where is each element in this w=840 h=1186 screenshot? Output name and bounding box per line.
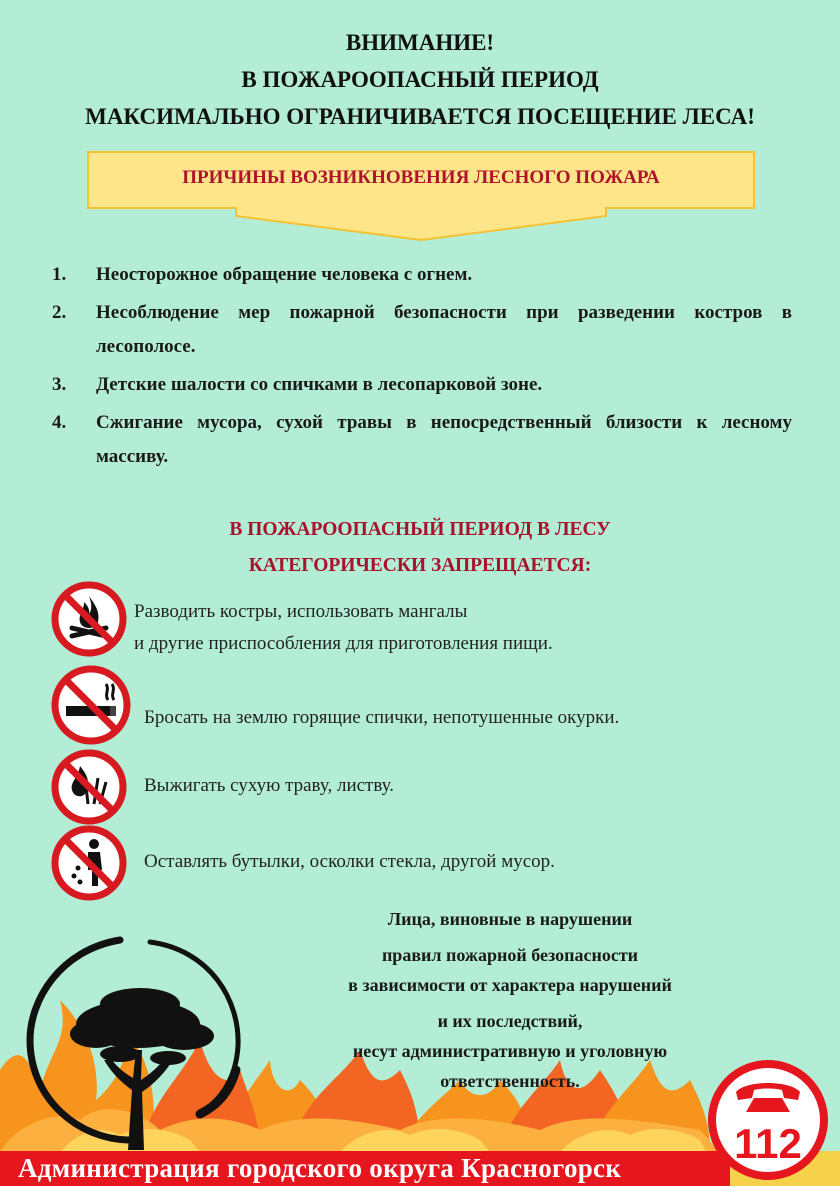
banner-title: ПРИЧИНЫ ВОЗНИКНОВЕНИЯ ЛЕСНОГО ПОЖАРА [182, 167, 660, 188]
list-number: 2. [52, 302, 67, 323]
penalty-line4: и их последствий, [437, 1011, 583, 1031]
penalty-line2: правил пожарной безопасности [381, 945, 639, 965]
emergency-number: 112 [734, 1120, 802, 1167]
list-text: Детские шалости со спичками в лесопарковой зоне. [96, 374, 543, 395]
penalty-line5: несут административную и уголовную [352, 1041, 668, 1061]
prohibition-text-line1: Разводить костры, использовать мангалы [134, 601, 468, 622]
list-text: Неосторожное обращение человека с огнем. [96, 264, 473, 285]
list-number: 4. [52, 412, 67, 433]
penalty-line1: Лица, виновные в нарушении [387, 909, 633, 929]
list-text: Сжигание мусора, сухой травы в непосредственный близости к лесному массиву. [96, 412, 792, 467]
prohibition-text: Выжигать сухую траву, листву. [144, 775, 395, 796]
prohibition-text: Оставлять бутылки, осколки стекла, другой мусор. [144, 851, 555, 872]
prohibition-text-line2: и другие приспособления для приготовления пищи. [134, 633, 553, 654]
list-number: 1. [52, 264, 67, 285]
emergency-112-badge [706, 1058, 830, 1182]
prohibition-title-line2: КАТЕГОРИЧЕСКИ ЗАПРЕЩАЕТСЯ: [248, 555, 592, 576]
prohibition-text: Бросать на землю горящие спички, непотушенные окурки. [144, 707, 620, 728]
header-attention: ВНИМАНИЕ! [345, 30, 495, 55]
header-restriction: МАКСИМАЛЬНО ОГРАНИЧИВАЕТСЯ ПОСЕЩЕНИЕ ЛЕСА! [85, 104, 755, 129]
prohibition-title-line1: В ПОЖАРООПАСНЫЙ ПЕРИОД В ЛЕСУ [229, 519, 611, 540]
header-period: В ПОЖАРООПАСНЫЙ ПЕРИОД [241, 67, 599, 92]
penalty-line3: в зависимости от характера нарушений [348, 975, 672, 995]
penalty-line6: ответственность. [440, 1071, 580, 1091]
list-number: 3. [52, 374, 67, 395]
penalty-notice [290, 904, 730, 1096]
footer-administration: Администрация городского округа Красногорск [18, 1153, 622, 1183]
list-text: Несоблюдение мер пожарной безопасности при разведении костров в лесополосе. [96, 302, 792, 357]
